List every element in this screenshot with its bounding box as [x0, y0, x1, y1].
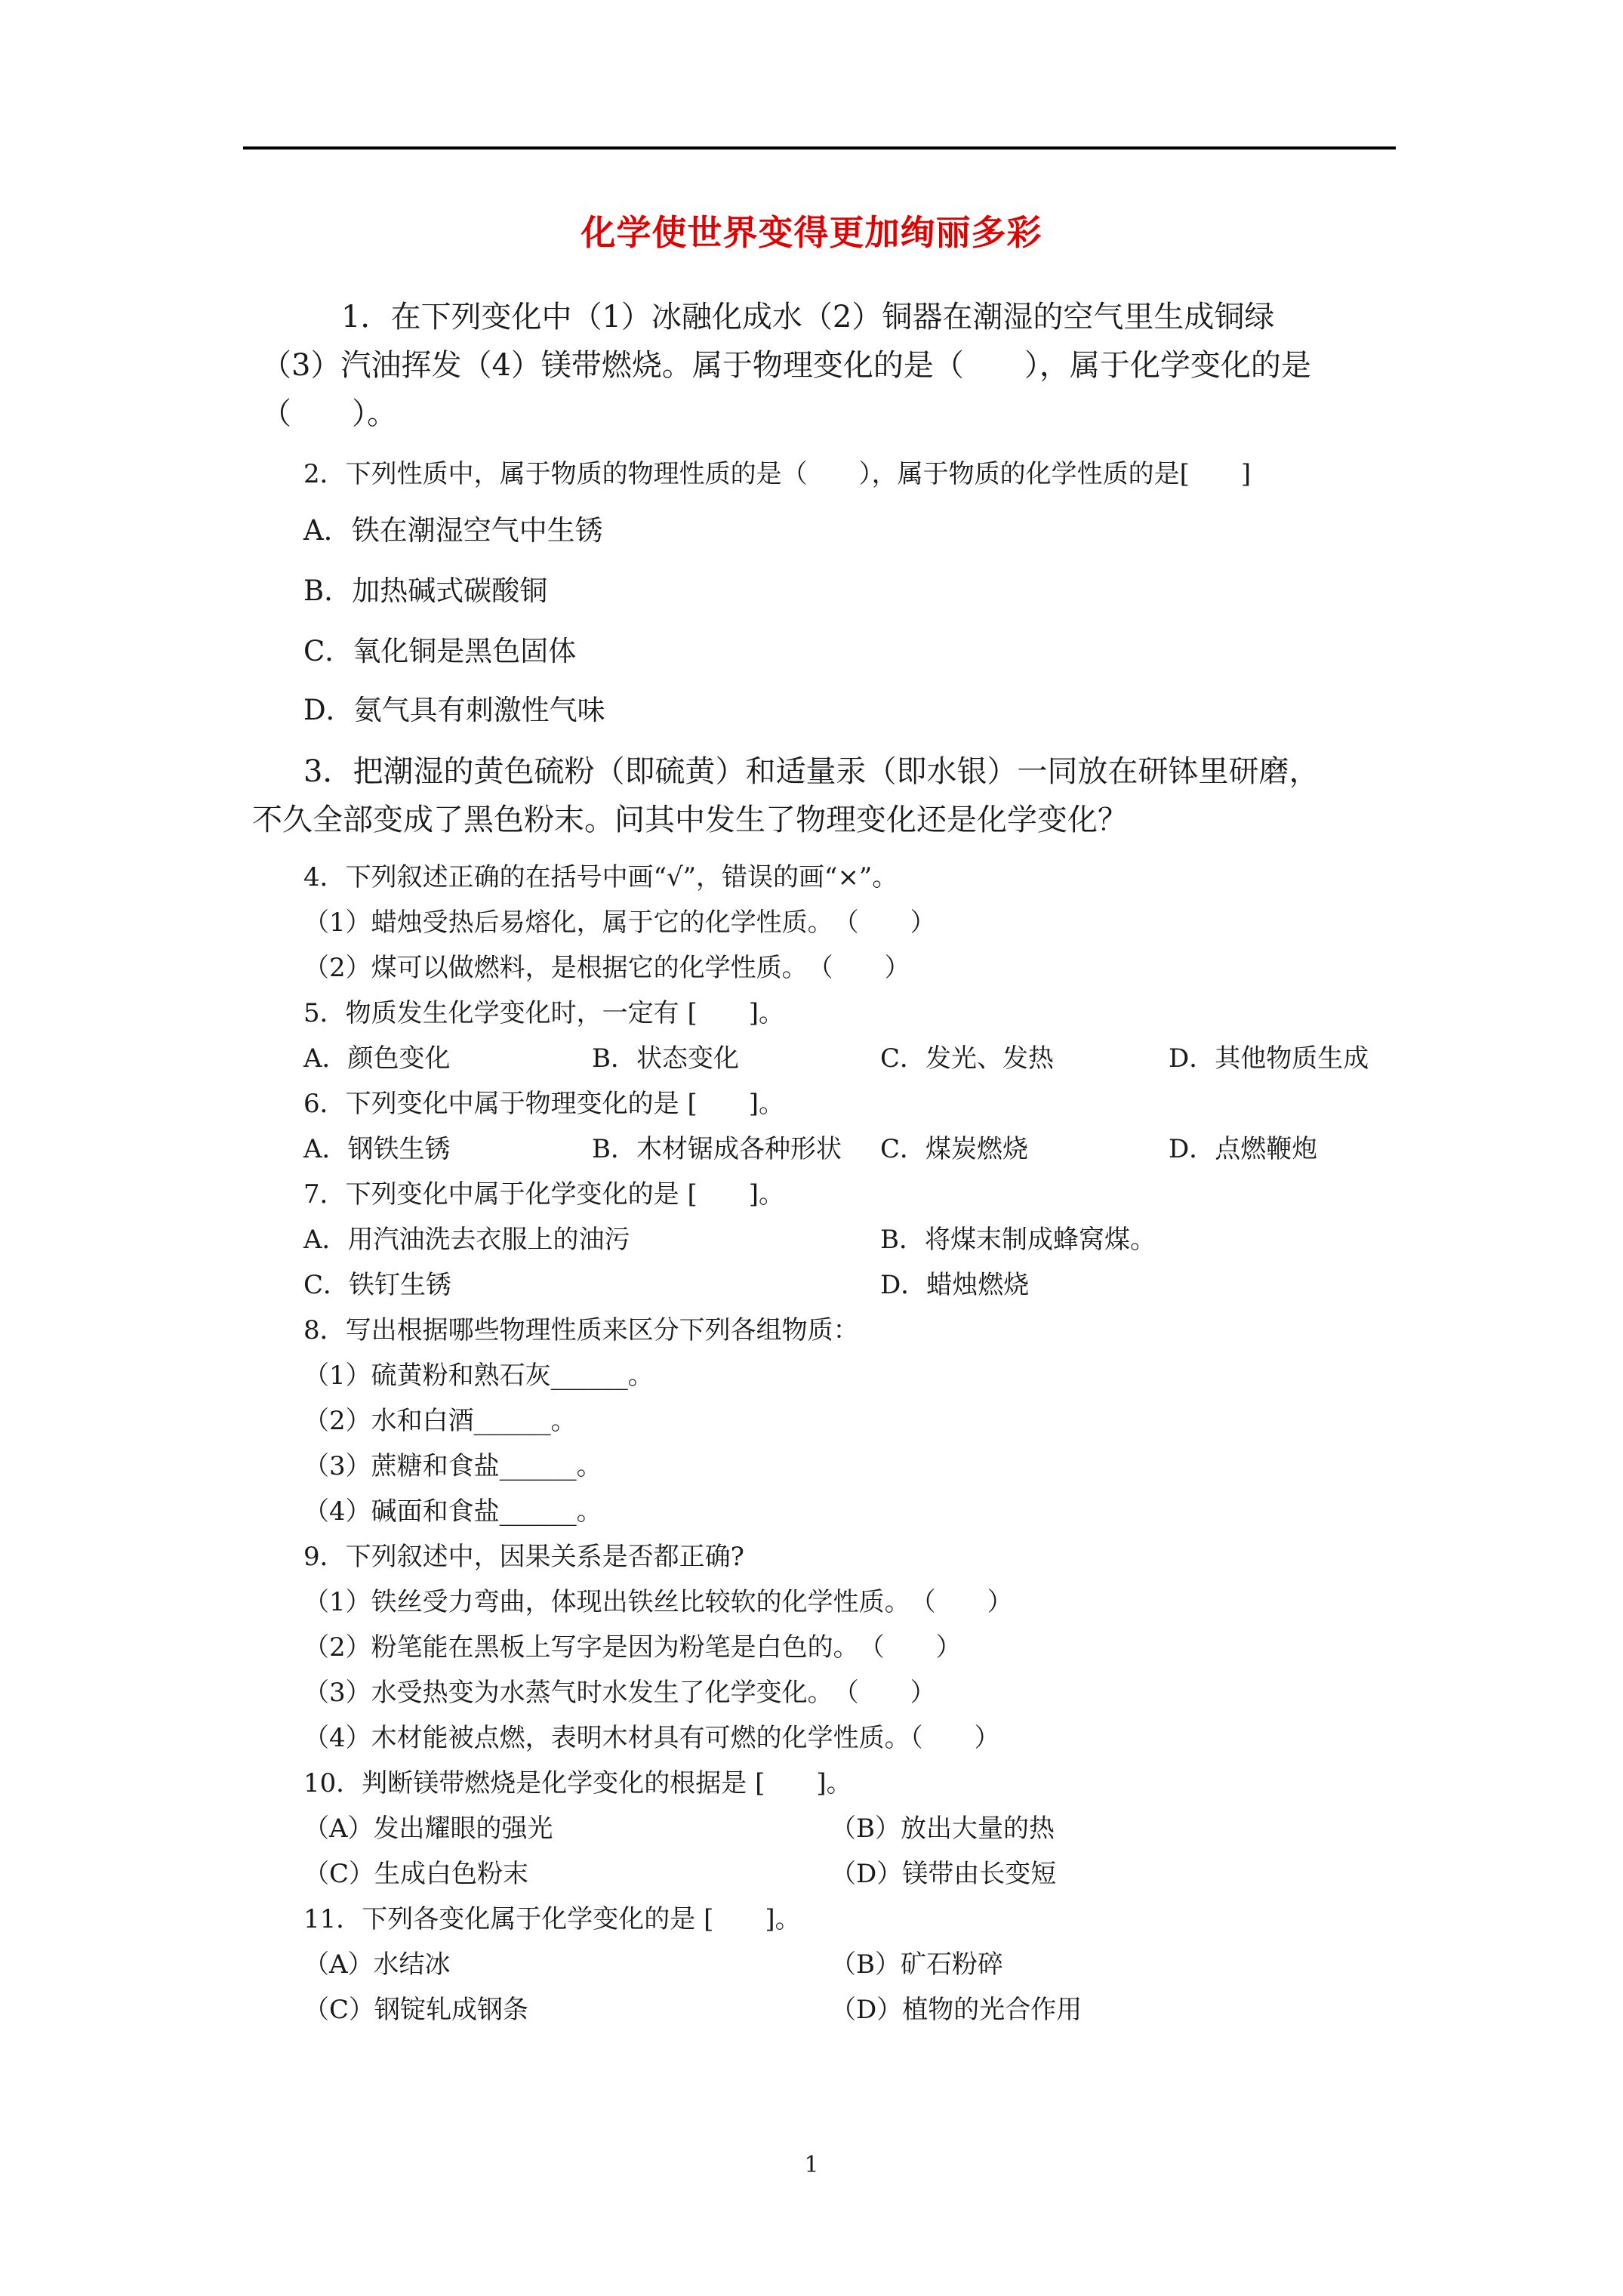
q10-option-a: （A）发出耀眼的强光: [303, 1814, 553, 1844]
page-title: 化学使世界变得更加绚丽多彩: [581, 212, 1042, 253]
q6-option-d: D．点燃鞭炮: [1169, 1134, 1318, 1164]
q5-option-c: C．发光、发热: [880, 1043, 1055, 1074]
q1-line-2: （3）汽油挥发（4）镁带燃烧。属于物理变化的是（ ），属于化学变化的是: [261, 348, 1311, 383]
q2-option-c: C．氧化铜是黑色固体: [303, 635, 577, 667]
q9-item-4: （4）木材能被点燃，表明木材具有可燃的化学性质。（ ）: [303, 1723, 1000, 1753]
q5-option-b: B．状态变化: [592, 1043, 739, 1074]
q9-item-3: （3）水受热变为水蒸气时水发生了化学变化。 （ ）: [303, 1678, 936, 1708]
q6-option-a: A．钢铁生锈: [303, 1134, 451, 1164]
q8-stem: 8．写出根据哪些物理性质来区分下列各组物质：: [303, 1315, 859, 1345]
q7-option-c: C．铁钉生锈: [303, 1270, 452, 1300]
q2-option-d: D．氨气具有刺激性气味: [303, 694, 605, 726]
page-number: 1: [804, 2152, 819, 2178]
header-rule: [243, 146, 1396, 149]
q4-item-1: （1）蜡烛受热后易熔化，属于它的化学性质。 （ ）: [303, 908, 936, 938]
q10-option-b: （B）放出大量的热: [830, 1814, 1055, 1844]
q11-option-b: （B）矿石粉碎: [830, 1949, 1003, 1980]
q1-line-1: 1．在下列变化中（1）冰融化成水（2）铜器在潮湿的空气里生成铜绿: [341, 300, 1275, 334]
q8-item-2: （2）水和白酒______。: [303, 1406, 577, 1436]
q7-stem: 7．下列变化中属于化学变化的是 [ ]。: [303, 1179, 784, 1210]
q6-option-c: C．煤炭燃烧: [880, 1134, 1029, 1164]
q8-item-4: （4）碱面和食盐______。: [303, 1496, 602, 1527]
q3-line-1: 3．把潮湿的黄色硫粉（即硫黄）和适量汞（即水银）一同放在研钵里研磨，: [303, 754, 1320, 789]
q4-item-2: （2）煤可以做燃料，是根据它的化学性质。 （ ）: [303, 953, 910, 983]
q8-item-3: （3）蔗糖和食盐______。: [303, 1451, 602, 1481]
q1-line-3: （ ）。: [261, 396, 397, 431]
q6-option-b: B．木材锯成各种形状: [592, 1134, 842, 1164]
q9-item-2: （2）粉笔能在黑板上写字是因为粉笔是白色的。 （ ）: [303, 1632, 962, 1663]
q7-option-d: D．蜡烛燃烧: [880, 1270, 1030, 1300]
q10-option-d: （D）镁带由长变短: [830, 1859, 1057, 1889]
q5-stem: 5．物质发生化学变化时，一定有 [ ]。: [303, 998, 784, 1028]
q7-option-b: B．将煤末制成蜂窝煤。: [880, 1225, 1156, 1255]
q2-stem: 2．下列性质中，属于物质的物理性质的是（ ），属于物质的化学性质的是[ ]: [303, 459, 1252, 489]
q4-stem: 4．下列叙述正确的在括号中画“√”，错误的画“×”。: [303, 862, 898, 892]
q9-item-1: （1）铁丝受力弯曲，体现出铁丝比较软的化学性质。 （ ）: [303, 1587, 1013, 1617]
q8-item-1: （1）硫黄粉和熟石灰______。: [303, 1361, 654, 1391]
q9-stem: 9．下列叙述中，因果关系是否都正确?: [303, 1542, 744, 1572]
q3-line-2: 不久全部变成了黑色粉末。问其中发生了物理变化还是化学变化？: [252, 803, 1128, 837]
q5-option-d: D．其他物质生成: [1169, 1043, 1369, 1074]
q11-option-c: （C）钢锭轧成钢条: [303, 1995, 529, 2025]
q2-option-a: A．铁在潮湿空气中生锈: [303, 514, 603, 547]
q7-option-a: A．用汽油洗去衣服上的油污: [303, 1225, 630, 1255]
q5-option-a: A．颜色变化: [303, 1043, 451, 1074]
q10-option-c: （C）生成白色粉末: [303, 1859, 529, 1889]
q10-stem: 10．判断镁带燃烧是化学变化的根据是 [ ]。: [303, 1768, 852, 1798]
q11-option-a: （A）水结冰: [303, 1949, 451, 1980]
q11-option-d: （D）植物的光合作用: [830, 1995, 1083, 2025]
q6-stem: 6．下列变化中属于物理变化的是 [ ]。: [303, 1089, 784, 1119]
q2-option-b: B．加热碱式碳酸铜: [303, 575, 548, 607]
q11-stem: 11．下列各变化属于化学变化的是 [ ]。: [303, 1904, 801, 1934]
